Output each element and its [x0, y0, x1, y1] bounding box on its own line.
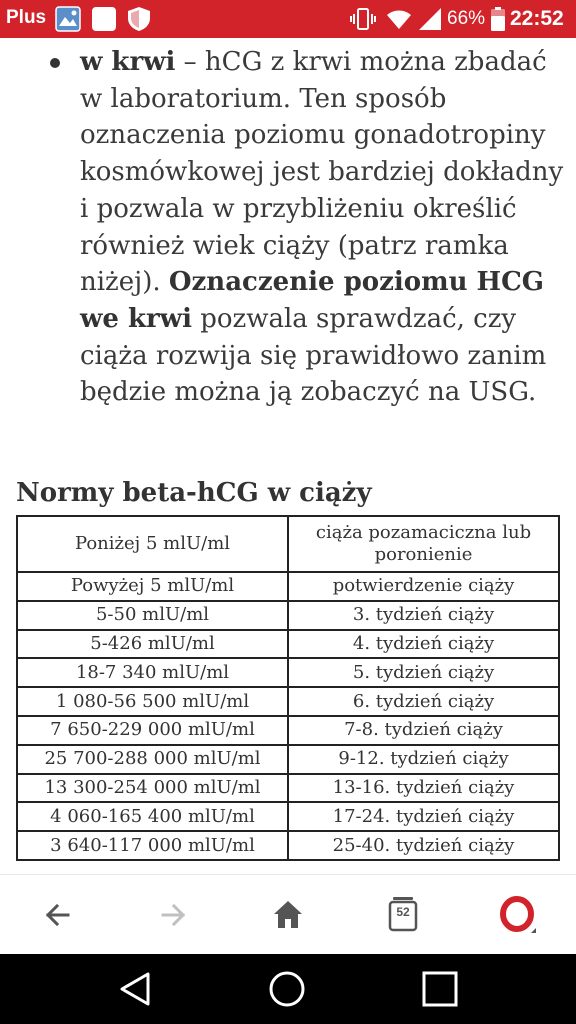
shield-icon: [126, 6, 152, 32]
table-row: [17, 745, 559, 774]
bullet-bold-phrase: Oznaczenie poziomu HCG we krwi: [80, 267, 544, 334]
hcg-range-cell: Powyżej 5 mlU/ml: [17, 572, 288, 601]
nav-recents-icon[interactable]: [420, 969, 460, 1009]
browser-toolbar: [0, 874, 576, 954]
hcg-range-cell: 13 300-254 000 mlU/ml: [17, 774, 288, 803]
table-row: [17, 716, 559, 745]
tabs-button[interactable]: [388, 895, 418, 935]
pregnancy-stage-cell: 4. tydzień ciąży: [288, 630, 559, 659]
tab-count: 52: [396, 905, 410, 919]
list-bullet: [50, 58, 60, 68]
pregnancy-stage-cell: 9-12. tydzień ciąży: [288, 745, 559, 774]
nav-back-icon[interactable]: [116, 969, 156, 1009]
section-heading: Normy beta-hCG w ciąży: [16, 478, 372, 508]
home-icon[interactable]: [268, 895, 308, 935]
opera-menu-icon[interactable]: [498, 895, 538, 935]
hcg-range-cell: 5-426 mlU/ml: [17, 630, 288, 659]
wifi-icon: [386, 6, 412, 32]
gallery-icon: [55, 6, 81, 32]
hcg-range-cell: 25 700-288 000 mlU/ml: [17, 745, 288, 774]
table-row: [17, 516, 559, 572]
hcg-range-cell: 3 640-117 000 mlU/ml: [17, 831, 288, 860]
hcg-range-cell: Poniżej 5 mlU/ml: [17, 516, 288, 572]
beta-hcg-norms-table: [16, 515, 560, 861]
forward-arrow-icon[interactable]: [153, 895, 193, 935]
battery-icon: [490, 6, 506, 32]
pregnancy-stage-cell: 13-16. tydzień ciąży: [288, 774, 559, 803]
table-row: [17, 774, 559, 803]
battery-percent: 66%: [447, 8, 486, 29]
bullet-text-2: pozwala sprawdzać, czy ciąża rozwija się prawidłowo zanim będzie można ją zobaczyć na USG.: [80, 303, 547, 408]
back-arrow-icon[interactable]: [38, 895, 78, 935]
pregnancy-stage-cell: 17-24. tydzień ciąży: [288, 802, 559, 831]
pregnancy-stage-cell: 25-40. tydzień ciąży: [288, 831, 559, 860]
table-row: [17, 630, 559, 659]
system-nav-bar: [0, 954, 576, 1024]
table-row: [17, 831, 559, 860]
bullet-text-1: – hCG z krwi można zbadać w laboratorium. Ten sposób oznaczenia poziomu gonadotropiny kosmówkowej jest bardziej dokładny i pozwala w przybliżeniu określić również wiek ciąży (patrz ramka niżej).: [80, 47, 564, 298]
pregnancy-stage-cell: potwierdzenie ciąży: [288, 572, 559, 601]
hcg-range-cell: 1 080-56 500 mlU/ml: [17, 687, 288, 716]
clock: 22:52: [510, 7, 564, 30]
vibrate-icon: [350, 6, 376, 32]
status-bar: [0, 0, 576, 38]
article-content[interactable]: [0, 38, 576, 874]
signal-icon: [417, 6, 443, 32]
table-row: [17, 658, 559, 687]
hcg-range-cell: 18-7 340 mlU/ml: [17, 658, 288, 687]
table-row: [17, 802, 559, 831]
hcg-range-cell: 5-50 mlU/ml: [17, 601, 288, 630]
table-row: [17, 687, 559, 716]
pregnancy-stage-cell: 5. tydzień ciąży: [288, 658, 559, 687]
carrier-label: Plus: [6, 7, 47, 28]
pregnancy-stage-cell: 7-8. tydzień ciąży: [288, 716, 559, 745]
blank-notification-icon: [91, 6, 117, 32]
table-row: [17, 572, 559, 601]
nav-home-icon[interactable]: [267, 969, 307, 1009]
pregnancy-stage-cell: ciąża pozamaciczna lub poronienie: [288, 516, 559, 572]
hcg-range-cell: 7 650-229 000 mlU/ml: [17, 716, 288, 745]
pregnancy-stage-cell: 6. tydzień ciąży: [288, 687, 559, 716]
pregnancy-stage-cell: 3. tydzień ciąży: [288, 601, 559, 630]
bullet-paragraph: [80, 44, 565, 411]
table-row: [17, 601, 559, 630]
bullet-term: w krwi: [80, 47, 176, 77]
hcg-range-cell: 4 060-165 400 mlU/ml: [17, 802, 288, 831]
